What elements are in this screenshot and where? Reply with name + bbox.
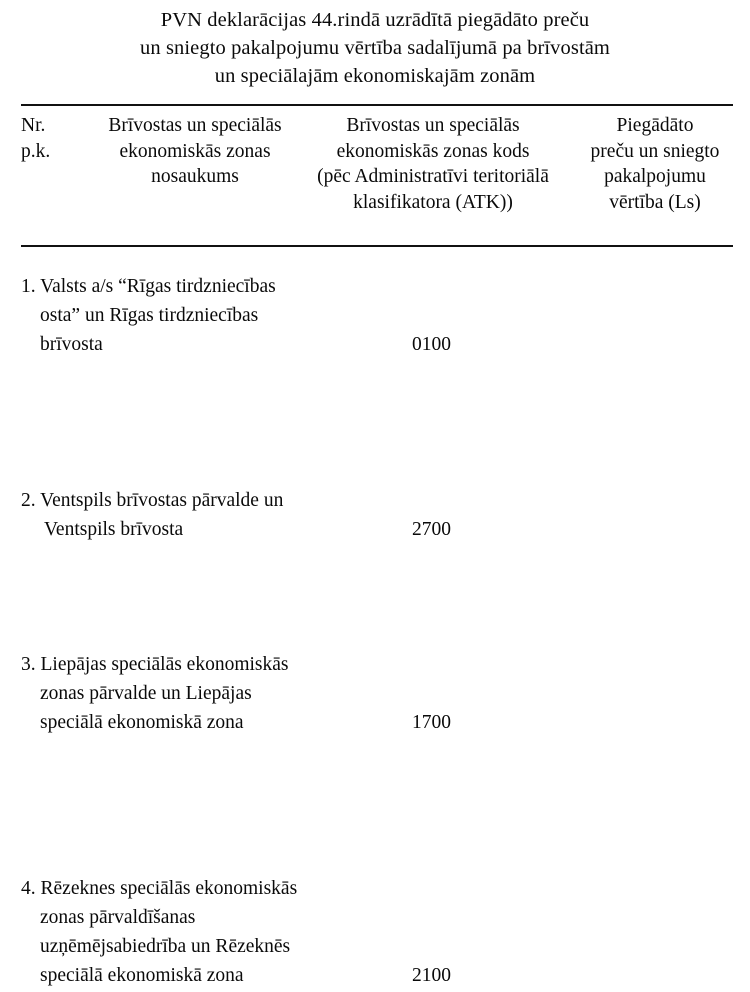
table-header-row [21,113,733,241]
column-header-name-line-3: nosaukums [151,166,239,187]
table-row [21,650,733,762]
table-top-rule [21,104,733,106]
column-header-value-line-1: Piegādāto [616,115,694,136]
table-row [21,486,733,568]
table-body [21,272,733,986]
row-4-name-line-1: 4. Rēzeknes speciālās ekonomiskās [21,878,298,899]
title-line-1: PVN deklarācijas 44.rindā uzrādītā piegādāto preču [160,9,590,31]
table-row [21,874,733,992]
row-1-name [21,272,411,359]
column-header-nr-line-2: p.k. [21,140,51,162]
row-4-name-line-3: uzņēmējsabiedrība un Rēzeknēs [40,936,291,957]
title-line-3: un speciālajām ekonomiskajām zonām [214,65,536,87]
row-1-name-line-1: 1. Valsts a/s “Rīgas tirdzniecības [21,276,276,297]
column-header-name-line-1: Brīvostas un speciālās [108,115,282,136]
row-4-name-line-2: zonas pārvaldīšanas [40,907,196,928]
row-4-name-line-4: speciālā ekonomiskā zona [40,965,244,986]
row-3-name-line-1: 3. Liepājas speciālās ekonomiskās [21,654,289,675]
document-title [0,6,750,90]
column-header-code-line-4: klasifikatora (ATK)) [353,191,513,213]
column-header-nr-line-1: Nr. [21,115,46,136]
table-header-rule [21,245,733,247]
row-2-name-line-2: Ventspils brīvosta [44,519,184,540]
column-header-name [71,113,319,190]
row-2-name [21,486,411,544]
column-header-code-line-1: Brīvostas un speciālās [346,115,520,136]
column-header-name-line-2: ekonomiskās zonas [119,140,271,162]
row-2-code: 2700 [412,519,451,540]
row-1-name-line-3: brīvosta [40,334,103,355]
column-header-value-line-3: pakalpojumu [604,166,706,187]
column-header-code-line-3: (pēc Administratīvi teritoriālā [317,166,549,187]
column-header-value [577,113,733,215]
row-2-name-line-1: 2. Ventspils brīvostas pārvalde un [21,490,284,511]
row-4-name [21,874,411,990]
row-3-name [21,650,411,737]
row-3-name-line-2: zonas pārvalde un Liepājas [40,683,252,704]
column-header-code-line-2: ekonomiskās zonas kods [336,140,530,162]
column-header-value-line-2: preču un sniegto [590,140,720,162]
table-row [21,272,733,379]
column-header-nr [21,113,73,164]
row-1-name-line-2: osta” un Rīgas tirdzniecības [40,305,259,326]
row-4-code: 2100 [412,965,451,986]
row-3-name-line-3: speciālā ekonomiskā zona [40,712,244,733]
row-3-code: 1700 [412,712,451,733]
title-line-2: un sniegto pakalpojumu vērtība sadalījumā pa brīvostām [140,37,610,59]
column-header-code [289,113,577,215]
column-header-value-line-4: vērtība (Ls) [609,191,701,213]
row-1-code: 0100 [412,334,451,355]
